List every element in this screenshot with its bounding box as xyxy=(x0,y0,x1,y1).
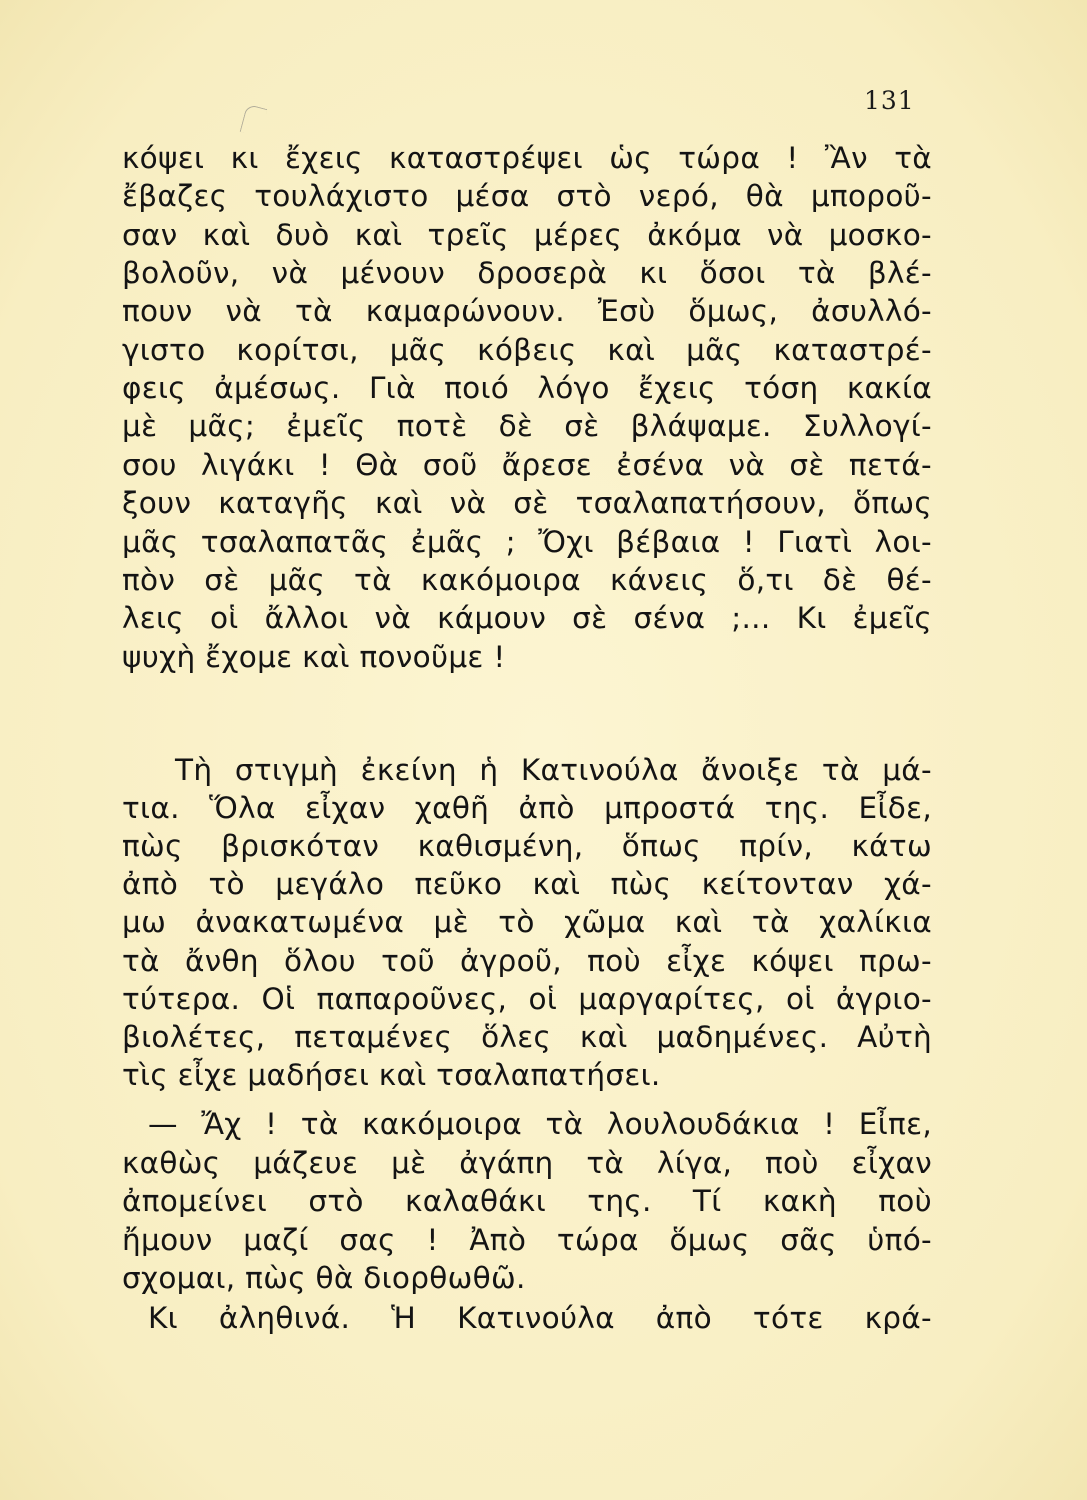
text-line: βιολέτες, πεταμένες ὅλες καὶ μαδημένες. Αὐτὴ xyxy=(122,1019,932,1054)
text-line: πὼς βρισκόταν καθισμένη, ὅπως πρίν, κάτω xyxy=(122,829,932,864)
text-line: φεις ἀμέσως. Γιὰ ποιό λόγο ἔχεις τόση κακία xyxy=(122,371,932,406)
text-line: λεις οἱ ἄλλοι νὰ κάμουν σὲ σένα ;... Κι ἐμεῖς xyxy=(122,601,932,636)
text-line: κόψει κι ἔχεις καταστρέψει ὡς τώρα ! Ἂν τὰ xyxy=(122,141,932,175)
text-line: πὸν σὲ μᾶς τὰ κακόμοιρα κάνεις ὅ,τι δὲ θέ- xyxy=(122,562,932,597)
pencil-mark-icon xyxy=(240,104,268,137)
page-number: 131 xyxy=(864,86,915,115)
text-line: μᾶς τσαλαπατᾶς ἐμᾶς ; Ὄχι βέβαια ! Γιατὶ λοι- xyxy=(122,524,932,559)
text-line: Τὴ στιγμὴ ἐκείνη ἡ Κατινούλα ἄνοιξε τὰ μά- xyxy=(175,753,932,787)
text-line: γιστο κορίτσι, μᾶς κόβεις καὶ μᾶς καταστρέ- xyxy=(122,332,932,367)
text-line: ἀπομείνει στὸ καλαθάκι της. Τί κακὴ ποὺ xyxy=(122,1184,932,1218)
text-line: τὶς εἶχε μαδήσει καὶ τσαλαπατήσει. xyxy=(122,1057,661,1092)
text-line: τύτερα. Οἱ παπαροῦνες, οἱ μαργαρίτες, οἱ ἀγριο- xyxy=(122,981,932,1016)
text-line: σου λιγάκι ! Θὰ σοῦ ἄρεσε ἐσένα νὰ σὲ πετά- xyxy=(122,447,932,482)
text-line: τὰ ἄνθη ὅλου τοῦ ἀγροῦ, ποὺ εἶχε κόψει πρω- xyxy=(122,943,932,978)
text-line: — Ἄχ ! τὰ κακόμοιρα τὰ λουλουδάκια ! Εἶπε, xyxy=(148,1107,932,1141)
text-line: καθὼς μάζευε μὲ ἀγάπη τὰ λίγα, ποὺ εἶχαν xyxy=(122,1145,932,1180)
text-line: βολοῦν, νὰ μένουν δροσερὰ κι ὅσοι τὰ βλέ- xyxy=(122,256,932,291)
text-line: ἀπὸ τὸ μεγάλο πεῦκο καὶ πὼς κείτονταν χά- xyxy=(122,867,932,902)
text-line: μω ἀνακατωμένα μὲ τὸ χῶμα καὶ τὰ χαλίκια xyxy=(122,905,932,940)
text-line: σχομαι, πὼς θὰ διορθωθῶ. xyxy=(122,1261,526,1295)
text-line: μὲ μᾶς; ἐμεῖς ποτὲ δὲ σὲ βλάψαμε. Συλλογί- xyxy=(122,409,932,444)
text-line: ψυχὴ ἔχομε καὶ πονοῦμε ! xyxy=(122,639,506,674)
text-line: ξουν καταγῆς καὶ νὰ σὲ τσαλαπατήσουν, ὅπως xyxy=(122,486,932,521)
text-line: πουν νὰ τὰ καμαρώνουν. Ἐσὺ ὅμως, ἀσυλλό- xyxy=(122,294,932,329)
text-line: σαν καὶ δυὸ καὶ τρεῖς μέρες ἀκόμα νὰ μοσκο- xyxy=(122,217,932,252)
text-line: Κι ἀληθινά. Ἡ Κατινούλα ἀπὸ τότε κρά- xyxy=(148,1301,932,1335)
text-line: τια. Ὅλα εἶχαν χαθῆ ἀπὸ μπροστά της. Εἶδε, xyxy=(122,791,932,826)
text-line: ἤμουν μαζί σας ! Ἀπὸ τώρα ὅμως σᾶς ὑπό- xyxy=(122,1222,932,1257)
text-line: ἔβαζες τουλάχιστο μέσα στὸ νερό, θὰ μποροῦ- xyxy=(122,179,932,214)
